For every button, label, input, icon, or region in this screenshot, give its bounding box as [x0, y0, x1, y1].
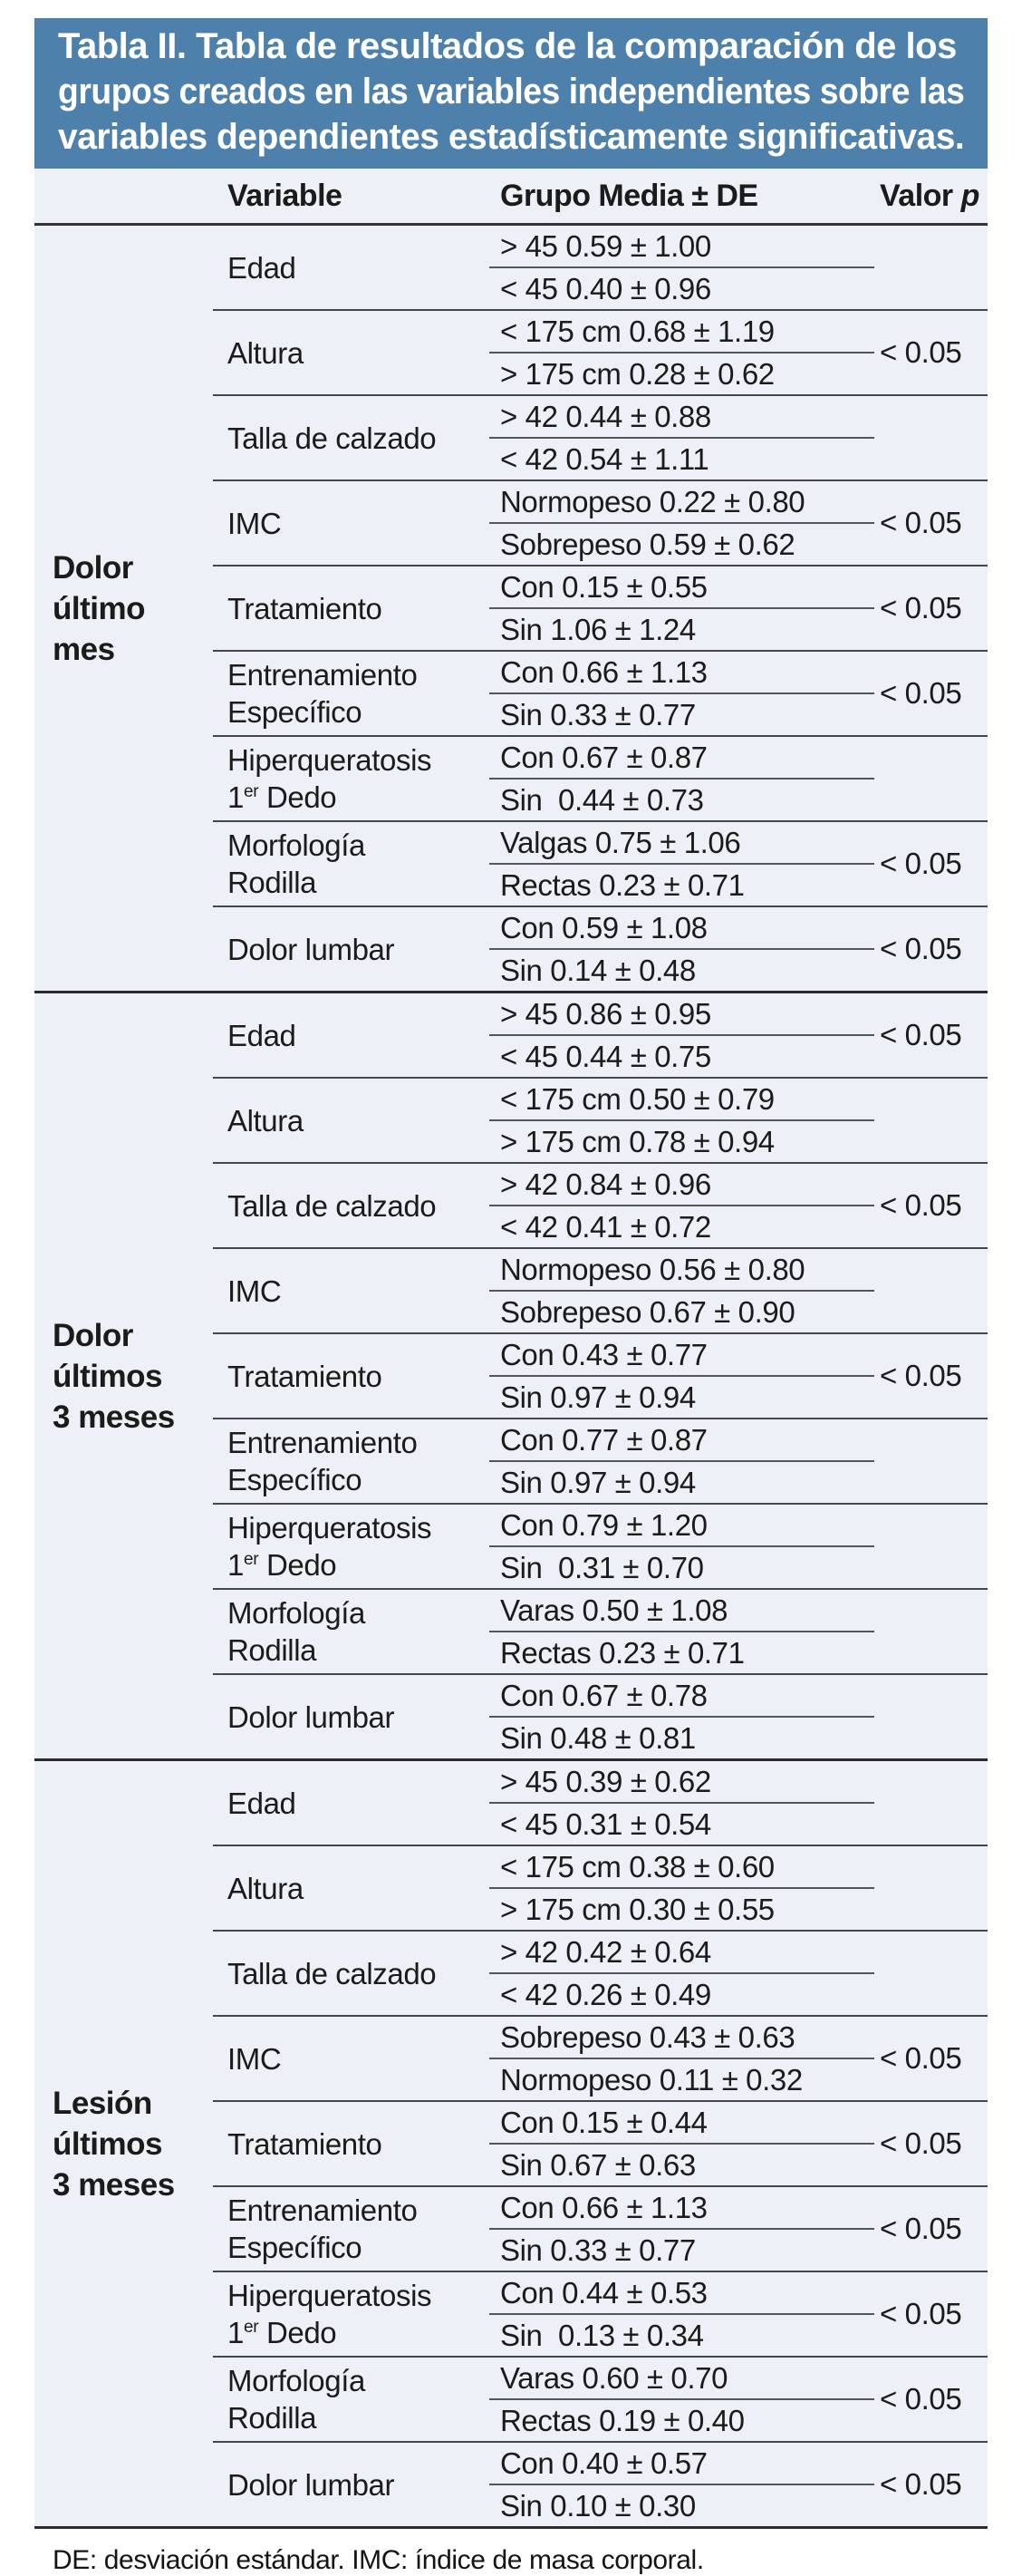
variable-label-line: Rodilla	[227, 2401, 317, 2435]
variable-label-line: Altura	[227, 335, 304, 370]
group-cell: Sin 0.97 ± 0.94	[489, 1376, 874, 1419]
header-p-italic: p	[960, 178, 979, 213]
p-value-cell	[874, 736, 988, 821]
variable-label-line: Rodilla	[227, 866, 317, 899]
variable-label	[213, 1248, 489, 1333]
header-variable: Variable	[213, 169, 489, 225]
variable-label	[213, 1419, 489, 1504]
variable-label-line: Específico	[227, 2231, 362, 2264]
group-cell: Sin 0.31 ± 0.70	[489, 1546, 874, 1589]
variable-label-line: Específico	[227, 695, 362, 729]
header-grupo-media-de: Grupo Media ± DE	[489, 169, 874, 225]
variable-label-line: Altura	[227, 1871, 304, 1905]
group-cell: Con 0.66 ± 1.13	[489, 651, 874, 693]
p-value-cell	[874, 1589, 988, 1674]
p-value-cell	[874, 1845, 988, 1931]
variable-label-line: 1er Dedo	[227, 2316, 337, 2349]
variable-label	[213, 480, 489, 566]
group-cell: Normopeso 0.11 ± 0.32	[489, 2058, 874, 2101]
group-cell: Con 0.79 ± 1.20	[489, 1504, 874, 1546]
group-cell: Normopeso 0.56 ± 0.80	[489, 1248, 874, 1291]
variable-label-line: Hiperqueratosis	[227, 743, 432, 777]
variable-label	[213, 2186, 489, 2271]
ordinal-superscript: er	[243, 2318, 259, 2337]
variable-label-line: Edad	[227, 1786, 296, 1820]
variable-label-line: Morfología	[227, 828, 365, 862]
p-value-cell: < 0.05	[874, 2186, 988, 2271]
group-cell: Sin 0.48 ± 0.81	[489, 1717, 874, 1760]
variable-label	[213, 310, 489, 395]
section-label-line: mes	[53, 631, 115, 667]
group-cell: < 175 cm 0.50 ± 0.79	[489, 1078, 874, 1120]
group-cell: Con 0.43 ± 0.77	[489, 1333, 874, 1376]
p-value-cell: < 0.05	[874, 821, 988, 906]
variable-label	[213, 2357, 489, 2442]
variable-label-line: Morfología	[227, 1596, 365, 1630]
variable-label-line: Talla de calzado	[227, 421, 437, 455]
variable-label-line: Morfología	[227, 2364, 365, 2397]
variable-label	[213, 566, 489, 651]
p-value-cell	[874, 225, 988, 311]
variable-label-line: Dolor lumbar	[227, 1700, 395, 1734]
group-cell: Con 0.15 ± 0.55	[489, 566, 874, 608]
group-cell: < 42 0.41 ± 0.72	[489, 1206, 874, 1248]
p-value-cell: < 0.05	[874, 2357, 988, 2442]
variable-label-line: IMC	[227, 1273, 282, 1308]
group-cell: Sin 0.14 ± 0.48	[489, 949, 874, 993]
group-cell: > 42 0.44 ± 0.88	[489, 395, 874, 438]
group-cell: Con 0.44 ± 0.53	[489, 2271, 874, 2314]
variable-label	[213, 1931, 489, 2016]
group-cell: Sin 0.13 ± 0.34	[489, 2314, 874, 2357]
variable-label	[213, 906, 489, 993]
table-title-line: Tabla II. Tabla de resultados de la comparación de los	[58, 26, 957, 66]
variable-label	[213, 1589, 489, 1674]
group-cell: < 175 cm 0.38 ± 0.60	[489, 1845, 874, 1888]
section-label-line: Lesión	[53, 2085, 152, 2121]
variable-label-line: Edad	[227, 250, 296, 285]
group-cell: Rectas 0.19 ± 0.40	[489, 2399, 874, 2442]
group-cell: Sin 0.33 ± 0.77	[489, 693, 874, 736]
variable-label	[213, 651, 489, 736]
variable-label	[213, 395, 489, 480]
group-cell: Con 0.59 ± 1.08	[489, 906, 874, 949]
table-title-line: grupos creados en las variables independientes sobre las	[58, 72, 965, 111]
group-cell: < 175 cm 0.68 ± 1.19	[489, 310, 874, 353]
variable-label	[213, 1845, 489, 1931]
variable-label-line: Talla de calzado	[227, 1188, 437, 1223]
group-cell: Sin 0.10 ± 0.30	[489, 2484, 874, 2528]
p-value-cell: < 0.05	[874, 2442, 988, 2528]
group-cell: > 42 0.42 ± 0.64	[489, 1931, 874, 1973]
section-label	[34, 225, 213, 993]
p-value-cell: < 0.05	[874, 993, 988, 1079]
group-cell: Normopeso 0.22 ± 0.80	[489, 480, 874, 523]
section-label-line: últimos	[53, 2126, 162, 2162]
p-value-cell: < 0.05	[874, 906, 988, 993]
group-cell: Con 0.66 ± 1.13	[489, 2186, 874, 2229]
table-row	[34, 225, 988, 268]
variable-label-line: Hiperqueratosis	[227, 1511, 432, 1545]
p-value-cell	[874, 1248, 988, 1333]
group-cell: Con 0.40 ± 0.57	[489, 2442, 874, 2484]
variable-label	[213, 736, 489, 821]
variable-label-line: Entrenamiento	[227, 1426, 418, 1459]
table-footnote: DE: desviación estándar. IMC: índice de masa corporal.	[53, 2545, 704, 2575]
table-title	[34, 18, 988, 169]
group-cell: Con 0.77 ± 0.87	[489, 1419, 874, 1461]
p-value-cell	[874, 1931, 988, 2016]
group-cell: > 175 cm 0.28 ± 0.62	[489, 353, 874, 395]
variable-label	[213, 1078, 489, 1163]
p-value-cell	[874, 1674, 988, 1760]
variable-label-line: Entrenamiento	[227, 2193, 418, 2227]
variable-label-line: 1er Dedo	[227, 780, 337, 814]
p-value-cell	[874, 1419, 988, 1504]
group-cell: Rectas 0.23 ± 0.71	[489, 1632, 874, 1674]
variable-label	[213, 1760, 489, 1846]
section-label-line: Dolor	[53, 1317, 133, 1353]
section-label	[34, 993, 213, 1760]
table-header	[34, 169, 988, 225]
section-label-line: Dolor	[53, 549, 133, 586]
p-value-cell	[874, 395, 988, 480]
variable-label	[213, 1674, 489, 1760]
variable-label	[213, 1333, 489, 1419]
group-cell: < 45 0.31 ± 0.54	[489, 1803, 874, 1845]
section-label	[34, 1760, 213, 2528]
ordinal-superscript: er	[243, 1550, 259, 1569]
group-cell: Varas 0.50 ± 1.08	[489, 1589, 874, 1632]
variable-label-line: Talla de calzado	[227, 1956, 437, 1990]
group-cell: < 45 0.44 ± 0.75	[489, 1035, 874, 1078]
group-cell: > 45 0.39 ± 0.62	[489, 1760, 874, 1804]
table-body	[34, 225, 988, 2528]
variable-label	[213, 1163, 489, 1248]
variable-label	[213, 2101, 489, 2186]
variable-label-line: Entrenamiento	[227, 658, 418, 692]
variable-label-line: 1er Dedo	[227, 1548, 337, 1582]
variable-label	[213, 1504, 489, 1589]
variable-label-line: Dolor lumbar	[227, 932, 395, 966]
variable-label-line: IMC	[227, 2041, 282, 2076]
group-cell: < 42 0.26 ± 0.49	[489, 1973, 874, 2016]
group-cell: Con 0.15 ± 0.44	[489, 2101, 874, 2144]
group-cell: Rectas 0.23 ± 0.71	[489, 864, 874, 906]
variable-label-line: Específico	[227, 1463, 362, 1496]
variable-label	[213, 821, 489, 906]
variable-label-line: Altura	[227, 1103, 304, 1138]
header-valor-text: Valor	[880, 178, 953, 213]
p-value-cell: < 0.05	[874, 310, 988, 395]
section-label-line: 3 meses	[53, 2166, 175, 2203]
group-cell: > 175 cm 0.30 ± 0.55	[489, 1888, 874, 1931]
variable-label-line: Edad	[227, 1018, 296, 1052]
table-title-line: variables dependientes estadísticamente significativas.	[58, 117, 965, 157]
group-cell: > 45 0.59 ± 1.00	[489, 225, 874, 268]
group-cell: Sin 0.33 ± 0.77	[489, 2229, 874, 2271]
p-value-cell: < 0.05	[874, 651, 988, 736]
group-cell: < 45 0.40 ± 0.96	[489, 267, 874, 310]
group-cell: Sin 0.67 ± 0.63	[489, 2144, 874, 2186]
results-table	[34, 169, 988, 2529]
header-section-spacer	[34, 169, 213, 225]
variable-label-line: Tratamiento	[227, 591, 382, 625]
variable-label-line: Dolor lumbar	[227, 2467, 395, 2502]
group-cell: Sobrepeso 0.59 ± 0.62	[489, 523, 874, 566]
variable-label	[213, 2016, 489, 2101]
variable-label-line: IMC	[227, 506, 282, 540]
p-value-cell: < 0.05	[874, 2271, 988, 2357]
variable-label	[213, 2442, 489, 2528]
header-row	[34, 169, 988, 225]
section-label-line: último	[53, 590, 145, 626]
p-value-cell	[874, 1760, 988, 1846]
p-value-cell	[874, 1078, 988, 1163]
section-label-line: últimos	[53, 1358, 162, 1394]
group-cell: Sin 0.97 ± 0.94	[489, 1461, 874, 1504]
p-value-cell	[874, 1504, 988, 1589]
group-cell: Con 0.67 ± 0.87	[489, 736, 874, 779]
variable-label-line: Tratamiento	[227, 1359, 382, 1393]
group-cell: Valgas 0.75 ± 1.06	[489, 821, 874, 864]
variable-label-line: Tratamiento	[227, 2126, 382, 2161]
group-cell: Sobrepeso 0.67 ± 0.90	[489, 1291, 874, 1333]
group-cell: Varas 0.60 ± 0.70	[489, 2357, 874, 2399]
variable-label	[213, 225, 489, 311]
variable-label	[213, 993, 489, 1079]
p-value-cell: < 0.05	[874, 480, 988, 566]
group-cell: < 42 0.54 ± 1.11	[489, 438, 874, 480]
variable-label-line: Rodilla	[227, 1633, 317, 1667]
table-row	[34, 1760, 988, 1804]
group-cell: Con 0.67 ± 0.78	[489, 1674, 874, 1717]
variable-label-line: Hiperqueratosis	[227, 2279, 432, 2312]
ordinal-superscript: er	[243, 782, 259, 801]
p-value-cell: < 0.05	[874, 1163, 988, 1248]
group-cell: Sobrepeso 0.43 ± 0.63	[489, 2016, 874, 2058]
group-cell: > 42 0.84 ± 0.96	[489, 1163, 874, 1206]
p-value-cell: < 0.05	[874, 2016, 988, 2101]
p-value-cell: < 0.05	[874, 566, 988, 651]
group-cell: Sin 0.44 ± 0.73	[489, 779, 874, 821]
group-cell: Sin 1.06 ± 1.24	[489, 608, 874, 651]
group-cell: > 45 0.86 ± 0.95	[489, 993, 874, 1036]
p-value-cell: < 0.05	[874, 2101, 988, 2186]
section-label-line: 3 meses	[53, 1399, 175, 1435]
header-valor-p	[874, 169, 988, 225]
table-row	[34, 993, 988, 1036]
group-cell: > 175 cm 0.78 ± 0.94	[489, 1120, 874, 1163]
p-value-cell: < 0.05	[874, 1333, 988, 1419]
variable-label	[213, 2271, 489, 2357]
